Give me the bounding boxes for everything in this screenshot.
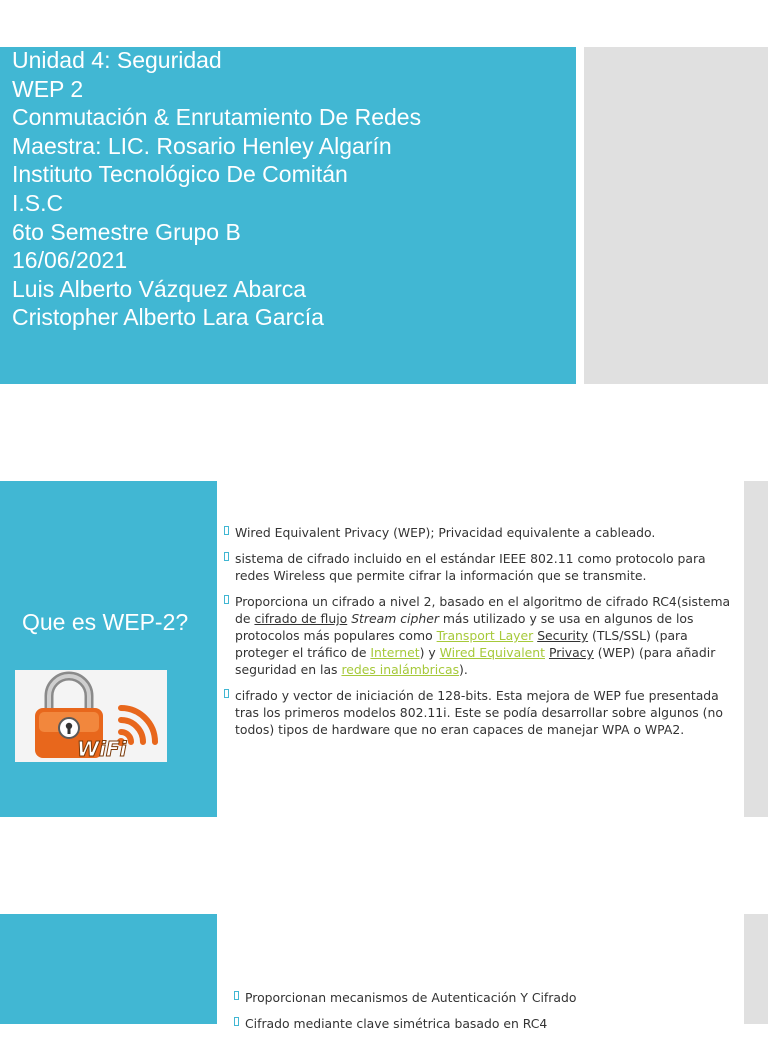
link-cifrado-de-flujo[interactable]: cifrado de flujo: [254, 611, 348, 626]
wifi-label: WiFi: [77, 737, 127, 761]
slide3-left-panel: [0, 914, 217, 1024]
square-bullet-icon: [224, 689, 229, 698]
bullet-text-part: ) y: [419, 645, 440, 660]
bullet-text-part: Proporciona un cifrado a nivel 2, basado en el algoritmo de cifrado RC4(sistema de: [235, 594, 731, 626]
title-line-author-1: Luis Alberto Vázquez Abarca: [12, 275, 307, 302]
title-line-author-2: Cristopher Alberto Lara García: [12, 304, 324, 331]
title-line-institute: Instituto Tecnológico De Comitán: [12, 161, 348, 188]
link-internet[interactable]: Internet: [370, 645, 420, 660]
square-bullet-icon: [224, 595, 229, 604]
square-bullet-icon: [224, 552, 229, 561]
slide2-heading: Que es WEP-2?: [22, 609, 189, 635]
list-item: [224, 593, 740, 678]
link-privacy[interactable]: Privacy: [548, 645, 594, 660]
slide2-side-panel: [744, 481, 768, 817]
square-bullet-icon: [234, 991, 239, 1000]
bullet-text-part: ).: [459, 662, 468, 677]
list-item: [234, 989, 740, 1006]
title-line-course: Conmutación & Enrutamiento De Redes: [12, 104, 422, 131]
slide2-left-panel: [0, 481, 217, 817]
title-slide-text: [12, 46, 421, 332]
link-transport-layer[interactable]: Transport Layer: [436, 628, 534, 643]
bullet-text: Wired Equivalent Privacy (WEP); Privacidad equivalente a cableado.: [235, 525, 656, 540]
slide2-bullet-list: [224, 524, 740, 747]
list-item: [224, 687, 740, 738]
title-line-group: 6to Semestre Grupo B: [12, 218, 241, 245]
bullet-text-italic: Stream cipher: [351, 611, 439, 626]
bullet-text: [235, 594, 730, 677]
wifi-padlock-image: [15, 670, 167, 762]
bullet-text: sistema de cifrado incluido en el estándar IEEE 802.11 como protocolo para redes Wireless que permite cifrar la información que se transmite.: [235, 551, 706, 583]
link-security[interactable]: Security: [537, 628, 589, 643]
padlock-icon: [15, 670, 167, 762]
title-slide-side-panel: [584, 47, 768, 384]
slide3-side-panel: [744, 914, 768, 1024]
title-line-unit: Unidad 4: Seguridad: [12, 47, 222, 73]
list-item: [224, 550, 740, 584]
square-bullet-icon: [224, 526, 229, 535]
title-line-topic: WEP 2: [12, 75, 84, 102]
square-bullet-icon: [234, 1017, 239, 1026]
title-line-career: I.S.C: [12, 189, 64, 216]
title-line-date: 16/06/2021: [12, 247, 128, 274]
bullet-text-part: (WEP) (para añadir seguridad en las: [235, 645, 716, 677]
bullet-text: Cifrado mediante clave simétrica basado en RC4: [245, 1016, 548, 1031]
slide3-bullet-list: [234, 989, 740, 1041]
link-redes-inalambricas[interactable]: redes inalámbricas: [341, 662, 460, 677]
link-wired-equivalent[interactable]: Wired Equivalent: [439, 645, 546, 660]
bullet-text-part: (TLS/SSL) (para proteger el tráfico de: [235, 628, 688, 660]
bullet-text-part: más utilizado y se usa en algunos de los protocolos más populares como: [235, 611, 694, 643]
list-item: [224, 524, 740, 541]
bullet-text: cifrado y vector de iniciación de 128-bits. Esta mejora de WEP fue presentada tras los primeros modelos 802.11i. Este se podía desarrollar sobre algunos (no todos) tipos de hardware que no eran capaces de manejar WPA o WPA2.: [235, 688, 723, 737]
bullet-text: Proporcionan mecanismos de Autenticación Y Cifrado: [245, 990, 577, 1005]
title-line-teacher: Maestra: LIC. Rosario Henley Algarín: [12, 132, 392, 159]
